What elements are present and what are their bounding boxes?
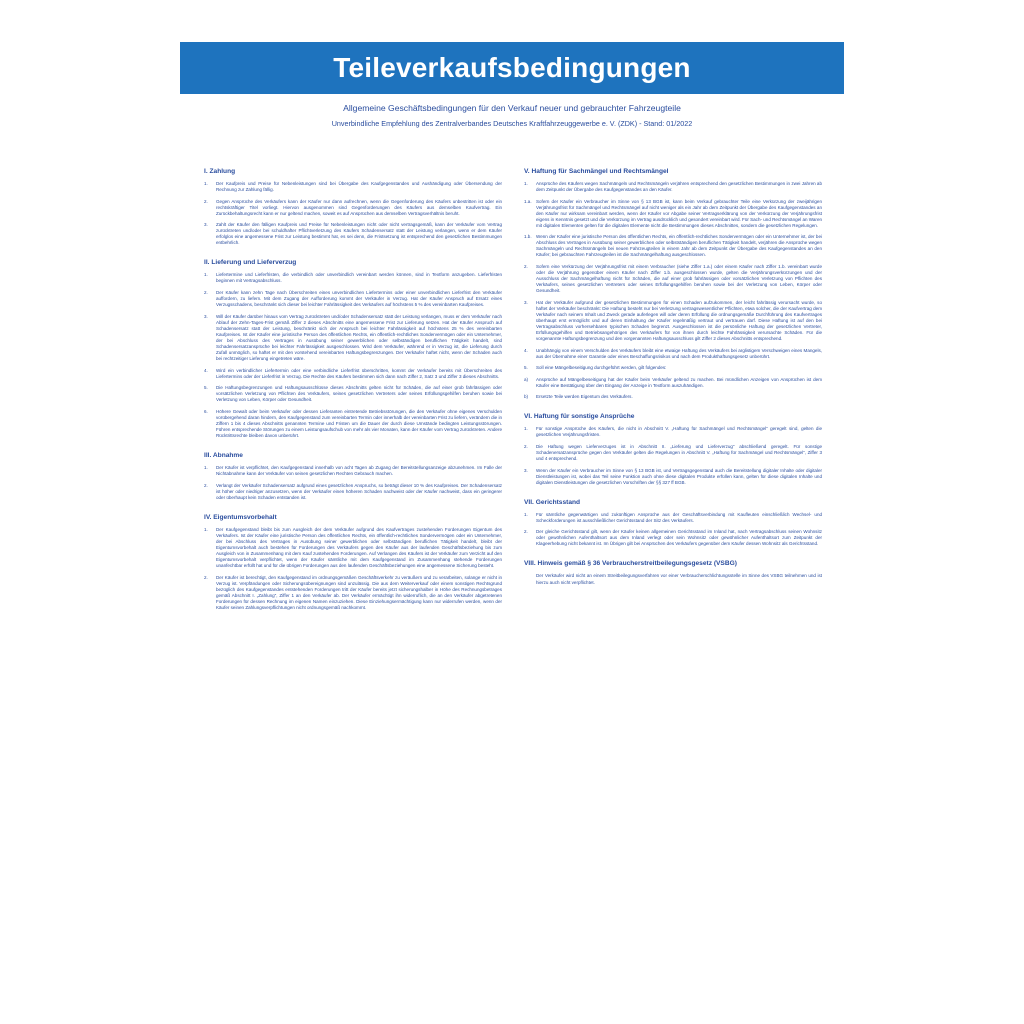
clause-text: Für sonstige Ansprüche des Käufers, die nicht in Abschnitt V. „Haftung für Sachmängel und Rechtsmängel“ geregelt sind, gelten die gesetzlichen Verjährungsfristen. — [536, 426, 822, 438]
clause-number: 4. — [204, 367, 208, 373]
clause-text: Höhere Gewalt oder beim Verkäufer oder dessen Lieferanten eintretende Betriebsstörungen, die den Verkäufer ohne eigenes Verschulden vorübergehend daran hindern, den Kaufgegenstand zum vereinbarten Termin oder innerhalb der vereinbarten Frist zu liefern, verändern die in Ziffern 1 bis 4 dieses Abschnitts genannten Termine und Fristen um die Dauer der durch diese Umstände bedingten Leistungsstörungen. Führen entsprechende Störungen zu einem Leistungsaufschub von mehr als vier Monaten, kann der Käufer vom Vertrag zurücktreten. Andere Rücktrittsrechte bleiben davon unberührt. — [216, 408, 502, 438]
clause-number: 2. — [524, 529, 528, 535]
clause-number: 5. — [524, 365, 528, 371]
clause-number: 6. — [204, 408, 208, 414]
clause — [524, 264, 822, 294]
terms-section — [524, 560, 822, 585]
clause-text: Sofern eine Verkürzung der Verjährungsfrist mit einem Verbraucher (siehe Ziffer 1.a.) oder einem Käufer nach Ziffer 1.b. vereinbart wurde oder die Verjährung gegenüber einem Käufer nach Ziffer 1.b. ausgeschlossen wurde, gelten die Verjährungsverkürzungen und der Ausschluss der Sachmängelhaftung nicht für Schäden, die auf einer grob fahrlässigen oder vorsätzlichen Verletzung von Pflichten des Verkäufers, seines gesetzlichen Vertreters oder seines Erfüllungsgehilfen beruhen sowie bei der Verletzung von Leben, Körper oder Gesundheit. — [536, 264, 822, 294]
terms-section — [204, 514, 502, 611]
clause — [204, 181, 502, 193]
terms-section — [524, 499, 822, 548]
terms-section — [204, 452, 502, 501]
clause — [204, 199, 502, 217]
clause — [524, 529, 822, 547]
section-heading: I. Zahlung — [204, 168, 236, 175]
clause-text: Die Haftung wegen Lieferverzuges ist in Abschnitt II. „Lieferung und Lieferverzug“ abschließend geregelt. Für sonstige Schadenersatzansprüche gegen den Verkäufer gelten die Regelungen in Abschnitt V. „Haftung für Sachmängel und Rechtsmängel“, Ziffer 3 und 4 entsprechend. — [536, 443, 822, 462]
section-heading: III. Abnahme — [204, 452, 243, 459]
clause — [524, 199, 822, 229]
clause-number: 2. — [524, 264, 528, 270]
clause-number: 3. — [204, 313, 208, 319]
clause — [204, 290, 502, 308]
clause — [524, 348, 822, 360]
clause-number: 1. — [204, 465, 208, 470]
clause-number: 2. — [204, 290, 208, 296]
clause-number: 2. — [204, 482, 208, 488]
clause-text: Wenn der Käufer ein Verbraucher im Sinne von § 13 BGB ist, und Vertragsgegenstand auch die Bereitstellung digitaler Inhalte oder digitaler Dienstleistungen ist, wobei das Teil seine Funktion auch ohne diese digitalen Produkte erfüllen kann, gelten für diese digitalen Inhalte und digitalen Dienstleistungen die gesetzlichen Vorschriften der §§ 327 ff BGB. — [536, 467, 822, 485]
terms-section — [204, 259, 502, 439]
clause-number: 1. — [524, 426, 528, 432]
clause-number: 1. — [524, 511, 528, 517]
clause-text: Hat der Verkäufer aufgrund der gesetzlichen Bestimmungen für einen Schaden aufzukommen, der leicht fahrlässig verursacht wurde, so haftet der Verkäufer beschränkt: Die Haftung besteht nur bei Verletzung vertragswesentlicher Pflichten, etwa solcher, die der Kaufvertrag dem Verkäufer nach seinem Inhalt und Zweck gerade auferlegen will oder deren Erfüllung die ordnungsgemäße Durchführung des Kaufvertrages überhaupt erst ermöglicht und auf deren Einhaltung der Käufer regelmäßig vertraut und vertrauen darf. Diese Haftung ist auf den bei Vertragsabschluss vorhersehbaren typischen Schaden begrenzt. Ausgeschlossen ist die persönliche Haftung der gesetzlichen Vertreter, Erfüllungsgehilfen und Betriebsangehörigen des Verkäufers für von ihnen durch leichte Fahrlässigkeit verursachte Schäden. Für die vorgenannte Haftungsbegrenzung und den vorgenannten Haftungsausschluss gilt Ziffer 2 dieses Abschnitts entsprechend. — [536, 299, 822, 342]
clause-number: 4. — [524, 347, 528, 353]
clause-number — [524, 573, 536, 585]
clause-text: Für sämtliche gegenwärtigen und zukünftigen Ansprüche aus der Geschäftsverbindung mit Kaufleuten einschließlich Wechsel- und Scheckforderungen ist ausschließlicher Gerichtsstand der Sitz des Verkäufers. — [536, 511, 822, 523]
clause — [204, 465, 502, 477]
terms-section — [524, 413, 822, 485]
clause-number: 3. — [204, 222, 208, 228]
clause-text: Soll eine Mängelbeseitigung durchgeführt werden, gilt folgendes: — [536, 365, 667, 371]
clause — [204, 385, 502, 403]
clause — [524, 444, 822, 462]
clause — [204, 272, 502, 284]
clause — [524, 377, 822, 389]
clause-text: Der Käufer ist berechtigt, den Kaufgegenstand im ordnungsgemäßen Geschäftsverkehr zu veräußern und zu verarbeiten, solange er nicht in Verzug ist. Verpfändungen oder Sicherungsübereignungen sind unzulässig. Die aus dem Weiterverkauf oder einem sonstigen Rechtsgrund bezüglich des Kaufgegenstandes entstehenden Forderungen tritt der Käufer bereits jetzt sicherungshalber in Höhe des Rechnungsbetrages gemäß Abschnitt I. „Zahlung“, Ziffer 1 an den Verkäufer ab. Der Verkäufer ermächtigt ihn widerruflich, die an den Verkäufer abgetretenen Forderungen für dessen Rechnung im eigenen Namen einzuziehen. Diese Einziehungsermächtigung kann nur widerrufen werden, wenn der Käufer seinen Zahlungsverpflichtungen nicht ordnungsgemäß nachkommt. — [216, 574, 502, 610]
clause-text: Der gleiche Gerichtsstand gilt, wenn der Käufer keinen allgemeinen Gerichtsstand im Inland hat, nach Vertragsabschluss seinen Wohnsitz oder gewöhnlichen Aufenthaltsort aus dem Inland verlegt oder sein Wohnsitz oder gewöhnlicher Aufenthaltsort zum Zeitpunkt der Klageerhebung nicht bekannt ist. Im Übrigen gilt bei Ansprüchen des Verkäufers gegenüber dem Käufer dessen Wohnsitz als Gerichtsstand. — [536, 529, 822, 547]
clause-number: 2. — [204, 574, 208, 580]
document-header — [180, 42, 844, 128]
terms-section — [524, 168, 822, 400]
clause — [204, 527, 502, 569]
clause-number: 5. — [204, 385, 208, 391]
clause-text: Der Verkäufer wird nicht an einem Streitbeilegungsverfahren vor einer Verbraucherschlichtungsstelle im Sinne des VSBG teilnehmen und ist hierzu auch nicht verpflichtet. — [536, 573, 822, 585]
clause-number: 1. — [204, 272, 208, 278]
clause-text: Verlangt der Verkäufer Schadensersatz aufgrund eines gesetzlichen Anspruchs, so beträgt dieser 10 % des Kaufpreises. Der Schadensersatz ist höher oder niedriger anzusetzen, wenn der Verkäufer einen höheren Schaden nachweist oder der Käufer nachweist, dass ein geringerer oder überhaupt kein Schaden entstanden ist. — [216, 482, 502, 500]
clause-text: Der Kaufpreis und Preise für Nebenleistungen sind bei Übergabe des Kaufgegenstandes und Aushändigung oder Übersendung der Rechnung zur Zahlung fällig. — [216, 181, 502, 193]
clause-number: 1. — [524, 181, 528, 186]
clause — [524, 468, 822, 486]
clause-text: Ersetzte Teile werden Eigentum des Verkäufers. — [536, 394, 633, 400]
clause-text: Der Käufer ist verpflichtet, den Kaufgegenstand innerhalb von acht Tagen ab Zugang der Bereitstellungsanzeige abzunehmen. Im Falle der Nichtabnahme kann der Verkäufer von seinen gesetzlichen Rechten Gebrauch machen. — [216, 465, 502, 477]
document-subtitle: Allgemeine Geschäftsbedingungen für den Verkauf neuer und gebrauchter Fahrzeugteile — [343, 103, 681, 113]
clause-text: Die Haftungsbegrenzungen und Haftungsausschlüsse dieses Abschnitts gelten nicht für Schäden, die auf einer grob fahrlässigen oder vorsätzlichen Verletzung von Pflichten des Verkäufers, seines gesetzlichen Vertreters oder seines Erfüllungsgehilfen beruhen sowie bei Verletzung von Leben, Körper oder Gesundheit. — [216, 385, 502, 403]
clause-text: Gegen Ansprüche des Verkäufers kann der Käufer nur dann aufrechnen, wenn die Gegenforderung des Käufers unbestritten ist oder ein rechtskräftiger Titel vorliegt. Hiervon ausgenommen sind Gegenforderungen des Käufers aus demselben Kaufvertrag. Ein Zurückbehaltungsrecht kann er nur geltend machen, soweit es auf Ansprüchen aus demselben Vertragsverhältnis beruht. — [216, 198, 502, 216]
clause — [204, 483, 502, 501]
clause-text: Will der Käufer darüber hinaus vom Vertrag zurücktreten und/oder Schadensersatz statt der Leistung verlangen, muss er dem Verkäufer nach Ablauf der Zehn-Tages-Frist gemäß Ziffer 2 dieses Abschnitts eine angemessene Frist zur Lieferung setzen. Hat der Käufer Anspruch auf Schadensersatz statt der Leistung, beschränkt sich der Anspruch bei leichter Fahrlässigkeit auf höchstens 25 % des vereinbarten Kaufpreises. Ist der Käufer eine juristische Person des öffentlichen Rechts, ein öffentlich-rechtliches Sondervermögen oder ein Unternehmer, der bei Abschluss des Vertrages in Ausübung seiner gewerblichen oder selbständigen beruflichen Tätigkeit handelt, sind Schadensersatzansprüche bei leichter Fahrlässigkeit ausgeschlossen. Wird dem Verkäufer, während er in Verzug ist, die Lieferung durch Zufall unmöglich, so haftet er mit den vorstehend vereinbarten Haftungsbegrenzungen. Der Verkäufer haftet nicht, wenn der Schaden auch bei rechtzeitiger Lieferung eingetreten wäre. — [216, 313, 502, 361]
clause-number: 1.a. — [524, 198, 532, 204]
clause — [524, 426, 822, 438]
section-heading: VII. Gerichtsstand — [524, 498, 581, 506]
clause-text: Wenn der Käufer eine juristische Person des öffentlichen Rechts, ein öffentlich-rechtliches Sondervermögen oder ein Unternehmer ist, der bei Abschluss des Vertrages in Ausübung seiner gewerblichen oder selbstständigen beruflichen Tätigkeit handelt, verjähren die Ansprüche wegen Sachmängeln und Rechtsmängeln bei neuen Fahrzeugteilen in einem Jahr ab dem Zeitpunkt der Übergabe des Kaufgegenstandes an den Käufer; bei gebrauchten Fahrzeugteilen ist die Sachmängelhaftung ausgeschlossen. — [536, 234, 822, 258]
clause — [524, 300, 822, 342]
section-heading: II. Lieferung und Lieferverzug — [204, 259, 297, 267]
clause-text: Unabhängig von einem Verschulden des Verkäufers bleibt eine etwaige Haftung des Verkäufers bei arglistigem Verschweigen eines Mangels, aus der Übernahme einer Garantie oder eines Beschaffungsrisikos und nach dem Produkthaftungsgesetz unberührt. — [536, 347, 822, 359]
section-heading: IV. Eigentumsvorbehalt — [204, 513, 277, 521]
section-heading: V. Haftung für Sachmängel und Rechtsmängel — [524, 168, 669, 175]
left-column — [204, 168, 502, 624]
clause-number: 1. — [204, 526, 208, 532]
clause-number: 3. — [524, 299, 528, 305]
document-title: Teileverkaufsbedingungen — [333, 52, 691, 83]
clause — [204, 368, 502, 380]
clause-text: Wird ein verbindlicher Liefertermin oder eine verbindliche Lieferfrist überschritten, kommt der Verkäufer bereits mit Überschreiten des Liefertermins oder der Lieferfrist in Verzug. Die Rechte des Käufers bestimmen sich dann nach Ziffer 2, Satz 3 und Ziffer 3 dieses Abschnitts. — [216, 367, 502, 379]
clause-text: Ansprüche des Käufers wegen Sachmängeln und Rechtsmängeln verjähren entsprechend den gesetzlichen Bestimmungen in zwei Jahren ab dem Zeitpunkt der Übergabe des Kaufgegenstandes an den Käufer. — [536, 181, 822, 193]
section-heading: VI. Haftung für sonstige Ansprüche — [524, 413, 635, 421]
clause — [524, 234, 822, 258]
clause — [524, 573, 822, 585]
clause-number: 1. — [204, 181, 208, 186]
clause-number: b) — [524, 394, 529, 400]
clause-text: Der Käufer kann zehn Tage nach Überschreiten eines unverbindlichen Liefertermins oder einer unverbindlichen Lieferfrist den Verkäufer auffordern, zu liefern. Mit dem Zugang der Aufforderung kommt der Verkäufer in Verzug. Hat der Käufer Anspruch auf Ersatz eines Verzugsschadens, beschränkt sich dieser bei leichter Fahrlässigkeit des Verkäufers auf höchstens 5 % des vereinbarten Kaufpreises. — [216, 290, 502, 308]
title-banner — [180, 42, 844, 94]
right-column — [524, 168, 822, 624]
clause-number: a) — [524, 376, 529, 382]
clause — [204, 575, 502, 611]
clause-number: 3. — [524, 467, 528, 473]
clause — [204, 409, 502, 439]
clause — [524, 181, 822, 193]
clause-text: Sofern der Käufer ein Verbraucher im Sinne von § 13 BGB ist, kann beim Verkauf gebrauchter Teile eine Verkürzung der zweijährigen Verjährungsfrist für Sachmängel und Rechtsmängel auf nicht weniger als ein Jahr ab dem Zeitpunkt der Übergabe des Kaufgegenstandes an den Käufer nur wirksam vereinbart werden, wenn der Käufer vor Abgabe seiner Vertragserklärung von der Verkürzung der Verjährungsfrist eigens in Kenntnis gesetzt und die Verkürzung im Vertrag ausdrücklich und gesondert vereinbart wird. Für Sach- und Rechtsmängel an Waren mit digitalen Elementen gelten für die digitalen Elemente nicht die Bestimmungen dieses Abschnittes, sondern die gesetzlichen Regelungen. — [536, 198, 822, 228]
terms-section — [204, 168, 502, 246]
clause-text: Der Kaufgegenstand bleibt bis zum Ausgleich der dem Verkäufer aufgrund des Kaufvertrages zustehenden Forderungen Eigentum des Verkäufers. Ist der Käufer eine juristische Person des öffentlichen Rechts, ein öffentlich-rechtliches Sondervermögen oder ein Unternehmer, der bei Abschluss des Vertrages in Ausübung seiner gewerblichen oder selbständigen beruflichen Tätigkeit handelt, bleibt der Eigentumsvorbehalt auch bestehen für Forderungen des Verkäufers gegen den Käufer aus der laufenden Geschäftsbeziehung bis zum Ausgleich von in Zusammenhang mit dem Kauf zustehenden Forderungen. Auf Verlangen des Käufers ist der Verkäufer zum Verzicht auf den Eigentumsvorbehalt verpflichtet, wenn der Käufer sämtliche mit dem Kaufgegenstand im Zusammenhang stehende Forderungen unanfechtbar erfüllt hat und für die übrigen Forderungen aus den laufenden Geschäftsbeziehungen eine angemessene Sicherung besteht. — [216, 526, 502, 569]
clause — [524, 365, 822, 371]
clause-number: 1.b. — [524, 234, 532, 240]
document-subtitle-source: Unverbindliche Empfehlung des Zentralverbandes Deutsches Kraftfahrzeuggewerbe e. V. (ZDK) - Stand: 01/2022 — [331, 119, 693, 128]
terms-columns — [204, 168, 822, 624]
clause-number: 2. — [524, 443, 528, 449]
clause — [524, 394, 822, 400]
clause-number: 2. — [204, 198, 208, 204]
clause-text: Ansprüche auf Mängelbeseitigung hat der Käufer beim Verkäufer geltend zu machen. Bei mündlichen Anzeigen von Ansprüchen ist dem Käufer eine Bestätigung über den Eingang der Anzeige in Textform auszuhändigen. — [536, 376, 822, 388]
section-heading: VIII. Hinweis gemäß § 36 Verbraucherstreitbeilegungsgesetz (VSBG) — [524, 560, 737, 568]
clause — [204, 314, 502, 362]
clause — [204, 222, 502, 246]
clause — [524, 512, 822, 524]
clause-text: Zahlt der Käufer den fälligen Kaufpreis und Preise für Nebenleistungen nicht oder nicht vertragsgemäß, kann der Verkäufer vom Vertrag zurücktreten und/oder bei schuldhafter Pflichtverletzung des Käufers Schadensersatz statt der Leistung verlangen, wenn er dem Käufer erfolglos eine angemessene Frist zur Leistung bestimmt hat, es sei denn, die Fristsetzung ist entsprechend den gesetzlichen Bestimmungen entbehrlich. — [216, 222, 502, 246]
clause-text: Liefertermine und Lieferfristen, die verbindlich oder unverbindlich vereinbart werden können, sind in Textform anzugeben. Lieferfristen beginnen mit Vertragsabschluss. — [216, 272, 502, 284]
